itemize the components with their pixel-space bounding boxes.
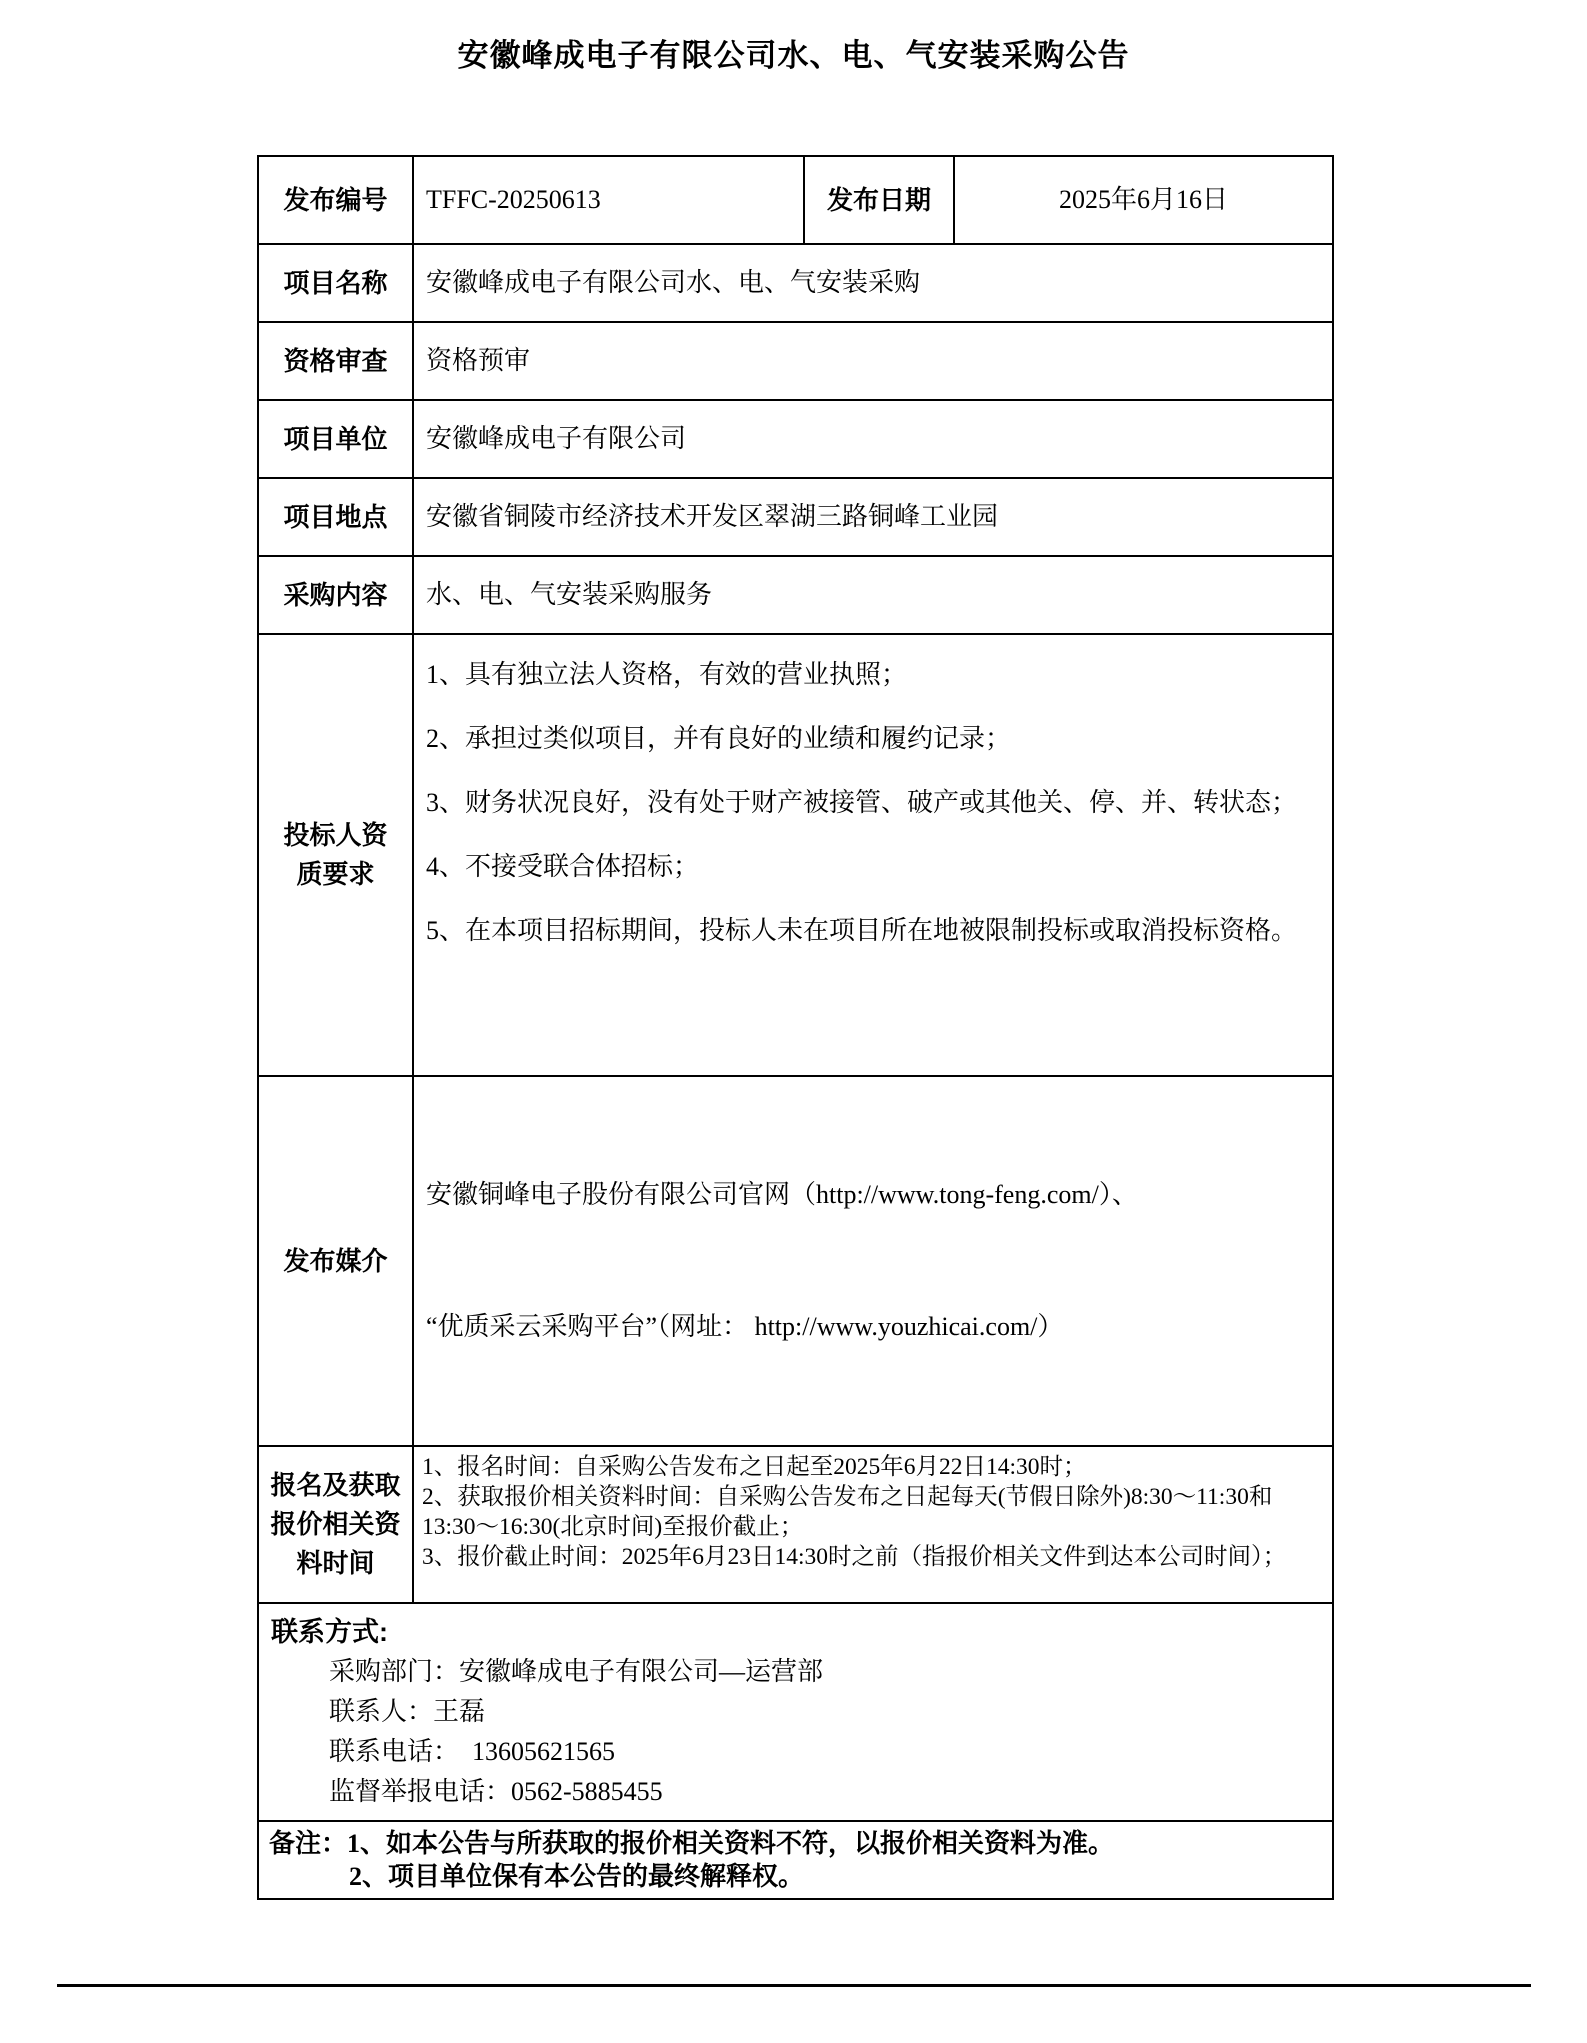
schedule-item: 2、获取报价相关资料时间：自采购公告发布之日起每天(节假日除外)8:30～11:30和13:30～16:30(北京时间)至报价截止； — [422, 1484, 1273, 1540]
qualification-item: 4、不接受联合体招标； — [426, 852, 700, 881]
qualification-review-value: 资格预审 — [426, 345, 531, 375]
row-publication-media — [259, 1077, 1332, 1447]
publication-media-label: 发布媒介 — [259, 1077, 414, 1445]
schedule-label-line2: 报价相关资 — [270, 1509, 401, 1539]
qualification-item: 2、承担过类似项目，并有良好的业绩和履约记录； — [426, 724, 1012, 753]
page-title: 安徽峰成电子有限公司水、电、气安装采购公告 — [457, 38, 1130, 73]
supervision-phone: 监督举报电话：0562-5885455 — [329, 1777, 663, 1806]
schedule-label — [259, 1447, 414, 1602]
schedule-value — [414, 1447, 1332, 1602]
publish-number-value: TFFC-20250613 — [414, 157, 805, 243]
announcement-table — [257, 155, 1334, 1900]
contact-heading: 联系方式: — [271, 1617, 388, 1647]
row-bidder-qualifications — [259, 635, 1332, 1077]
media-line: “优质采云采购平台”（网址： http://www.youzhicai.com/） — [426, 1312, 1064, 1341]
publish-date-label: 发布日期 — [805, 157, 955, 243]
bidder-qualifications-label — [259, 635, 414, 1075]
bidder-qualifications-label-line1: 投标人资 — [283, 820, 388, 850]
row-contact — [259, 1604, 1332, 1822]
qualification-item: 3、财务状况良好，没有处于财产被接管、破产或其他关、停、并、转状态； — [426, 788, 1298, 817]
schedule-item: 1、报名时间：自采购公告发布之日起至2025年6月22日14:30时； — [422, 1454, 1087, 1480]
publication-media-value — [414, 1077, 1332, 1445]
project-unit-value: 安徽峰成电子有限公司 — [426, 423, 687, 453]
row-qualification-review — [259, 323, 1332, 401]
contact-phone: 联系电话： 13605621565 — [329, 1737, 616, 1766]
schedule-label-line1: 报名及获取 — [270, 1470, 401, 1500]
publish-number-label: 发布编号 — [259, 157, 414, 243]
schedule-item: 3、报价截止时间：2025年6月23日14:30时之前（指报价相关文件到达本公司时间）； — [422, 1544, 1287, 1570]
row-project-location — [259, 479, 1332, 557]
bidder-qualifications-value — [414, 635, 1332, 1075]
qualification-item: 1、具有独立法人资格，有效的营业执照； — [426, 660, 908, 689]
procurement-content-value: 水、电、气安装采购服务 — [426, 579, 713, 609]
project-location-label: 项目地点 — [259, 479, 414, 555]
contact-cell — [259, 1604, 1332, 1820]
project-name-value: 安徽峰成电子有限公司水、电、气安装采购 — [426, 267, 921, 297]
publish-date-value: 2025年6月16日 — [1058, 184, 1228, 214]
remarks-cell — [259, 1822, 1332, 1898]
project-unit-label: 项目单位 — [259, 401, 414, 477]
qualification-item: 5、在本项目招标期间，投标人未在项目所在地被限制投标或取消投标资格。 — [426, 916, 1298, 945]
row-project-unit — [259, 401, 1332, 479]
project-name-label: 项目名称 — [259, 245, 414, 321]
footer-divider — [57, 1984, 1531, 1987]
schedule-label-line3: 料时间 — [296, 1548, 375, 1578]
row-procurement-content — [259, 557, 1332, 635]
contact-department: 采购部门：安徽峰成电子有限公司—运营部 — [329, 1657, 824, 1686]
qualification-review-label: 资格审查 — [259, 323, 414, 399]
bidder-qualifications-label-line2: 质要求 — [296, 859, 375, 889]
contact-person: 联系人：王磊 — [329, 1697, 486, 1726]
row-remarks — [259, 1822, 1332, 1898]
media-line: 安徽铜峰电子股份有限公司官网（http://www.tong-feng.com/）、 — [426, 1180, 1138, 1209]
remark-line-1: 备注：1、如本公告与所获取的报价相关资料不符，以报价相关资料为准。 — [269, 1829, 1115, 1858]
procurement-content-label: 采购内容 — [259, 557, 414, 633]
remark-line-2: 2、项目单位保有本公告的最终解释权。 — [349, 1862, 805, 1891]
row-project-name — [259, 245, 1332, 323]
row-schedule — [259, 1447, 1332, 1604]
project-location-value: 安徽省铜陵市经济技术开发区翠湖三路铜峰工业园 — [426, 501, 999, 531]
row-publish — [259, 157, 1332, 245]
